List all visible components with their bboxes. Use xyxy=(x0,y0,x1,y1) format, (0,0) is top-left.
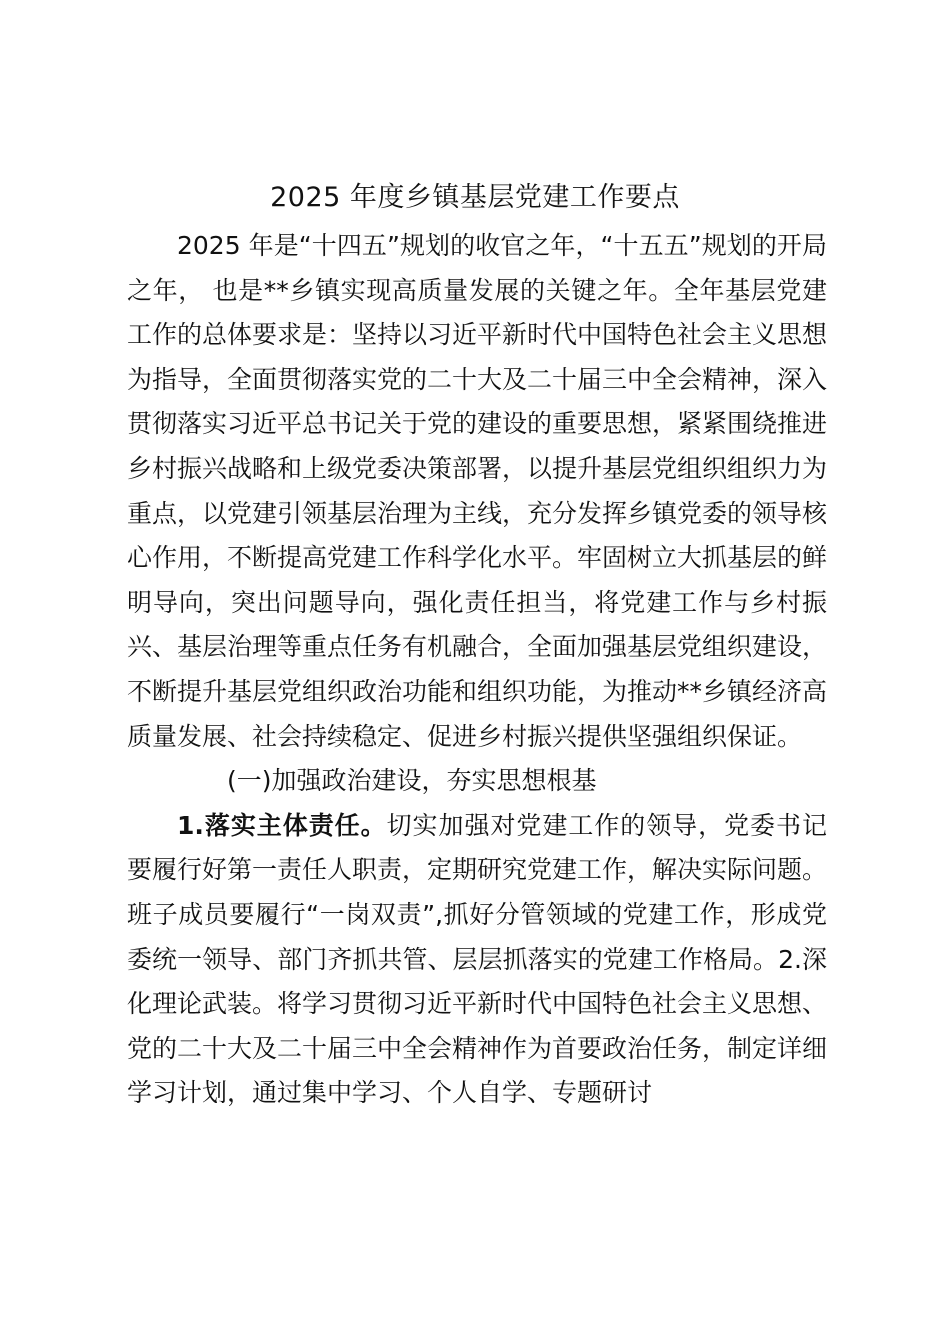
section-heading-text: (一)加强政治建设，夯实思想根基 xyxy=(227,766,597,796)
item-1-lead: 1.落实主体责任。 xyxy=(177,810,387,840)
document-body xyxy=(127,224,827,1116)
item-1-paragraph xyxy=(127,804,827,1116)
document-title: 2025 年度乡镇基层党建工作要点 xyxy=(270,182,680,213)
section-heading xyxy=(127,759,827,804)
intro-paragraph: 2025 年是“十四五”规划的收官之年，“十五五”规划的开局之年， 也是**乡镇实现高质量发展的关键之年。全年基层党建工作的总体要求是：坚持以习近平新时代中国特色社会主义思想为指导，全面贯彻落实党的二十大及二十届三中全会精神，深入贯彻落实习近平总书记关于党的建设的重要思想，紧紧围绕推进乡村振兴战略和上级党委决策部署，以提升基层党组织组织力为重点，以党建引领基层治理为主线，充分发挥乡镇党委的领导核心作用，不断提高党建工作科学化水平。牢固树立大抓基层的鲜明导向，突出问题导向，强化责任担当，将党建工作与乡村振兴、基层治理等重点任务有机融合，全面加强基层党组织建设，不断提升基层党组织政治功能和组织功能，为推动**乡镇经济高质量发展、社会持续稳定、促进乡村振兴提供坚强组织保证。 xyxy=(127,231,828,751)
item-1-text: 切实加强对党建工作的领导，党委书记要履行好第一责任人职责，定期研究党建工作，解决实际问题。班子成员要履行“一岗双责”,抓好分管领域的党建工作，形成党委统一领导、部门齐抓共管、层层抓落实的党建工作格局。2.深化理论武装。将学习贯彻习近平新时代中国特色社会主义思想、党的二十大及二十届三中全会精神作为首要政治任务，制定详细学习计划，通过集中学习、个人自学、专题研讨 xyxy=(127,810,828,1108)
